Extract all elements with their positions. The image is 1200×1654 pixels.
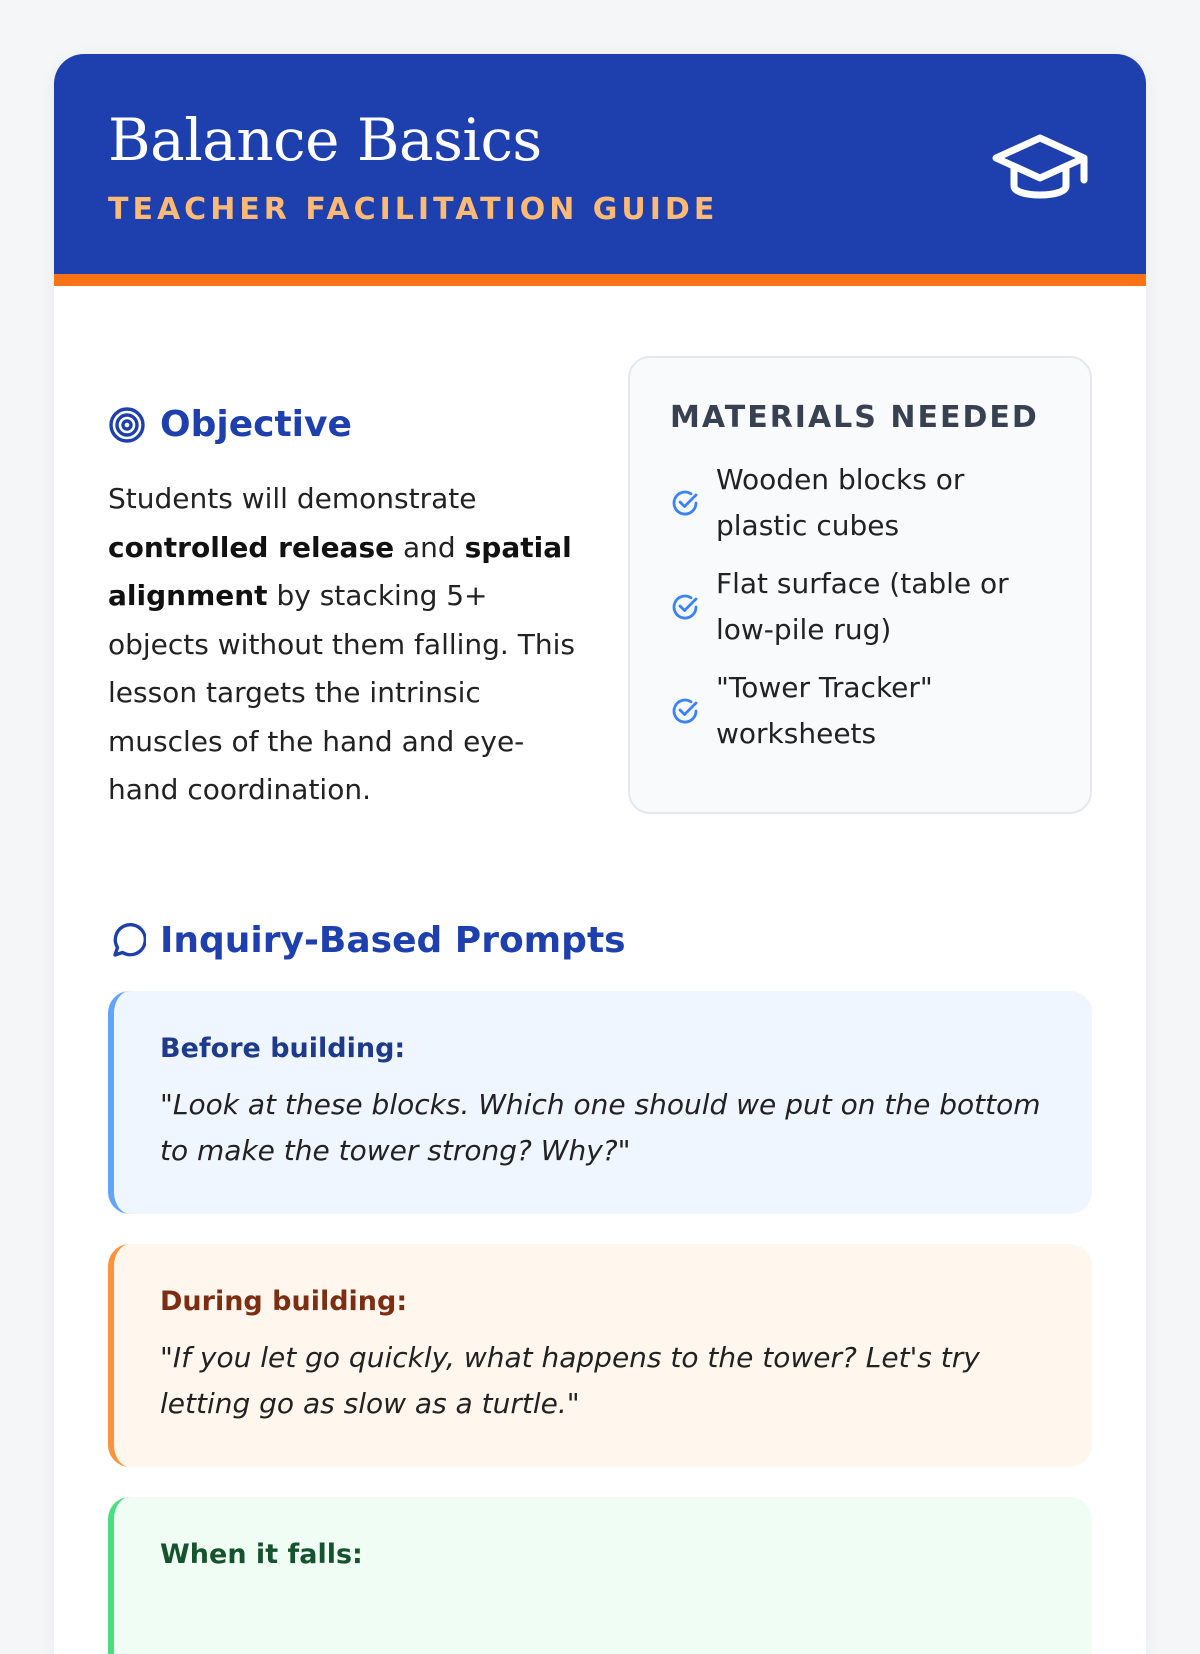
materials-list [670,457,1050,757]
materials-heading: MATERIALS NEEDED [670,400,1039,435]
materials-box [628,356,1092,814]
materials-item [670,457,1050,549]
header [54,54,1146,286]
speech-bubble-icon [108,922,146,960]
check-circle-icon [670,592,700,622]
prompt-card-falls [108,1497,1092,1654]
page-subtitle: TEACHER FACILITATION GUIDE [108,192,719,227]
materials-item-label: Flat surface (table or low-pile rug) [716,567,1009,646]
target-icon [108,406,146,444]
objective-heading-label: Objective [160,404,352,445]
materials-item [670,561,1050,653]
prompts-heading [108,920,1092,961]
page-title: Balance Basics [108,106,542,174]
prompt-quote: "If you let go quickly, what happens to the tower? Let's try letting go as slow as a turtle." [160,1341,980,1420]
prompt-quote: "Look at these blocks. Which one should we put on the bottom to make the tower strong? Why?" [160,1088,1041,1167]
prompt-card-during [108,1244,1092,1467]
prompts-section [108,920,1092,1654]
materials-item-label: "Tower Tracker" worksheets [716,671,933,750]
prompt-label: When it falls: [160,1539,363,1570]
objective-heading [108,404,578,445]
check-circle-icon [670,696,700,726]
materials-item-label: Wooden blocks or plastic cubes [716,463,965,542]
prompt-card-before [108,991,1092,1214]
check-circle-icon [670,488,700,518]
objective-bold-controlled-release: controlled release [108,530,395,564]
objective-text: Students will demonstrate controlled release and spatial alignment by stacking 5+ objects without them falling. This lesson targets the intrinsic muscles of the hand and eye-hand coordination. [108,482,575,806]
graduation-cap-icon [990,130,1090,210]
objective-bold-spatial-alignment: spatial alignment [108,530,572,612]
prompts-heading-label: Inquiry-Based Prompts [160,920,626,961]
materials-item [670,665,1050,757]
prompt-label: During building: [160,1286,408,1317]
prompt-label: Before building: [160,1033,406,1064]
guide-card [54,54,1146,1654]
objective-section [108,404,578,843]
